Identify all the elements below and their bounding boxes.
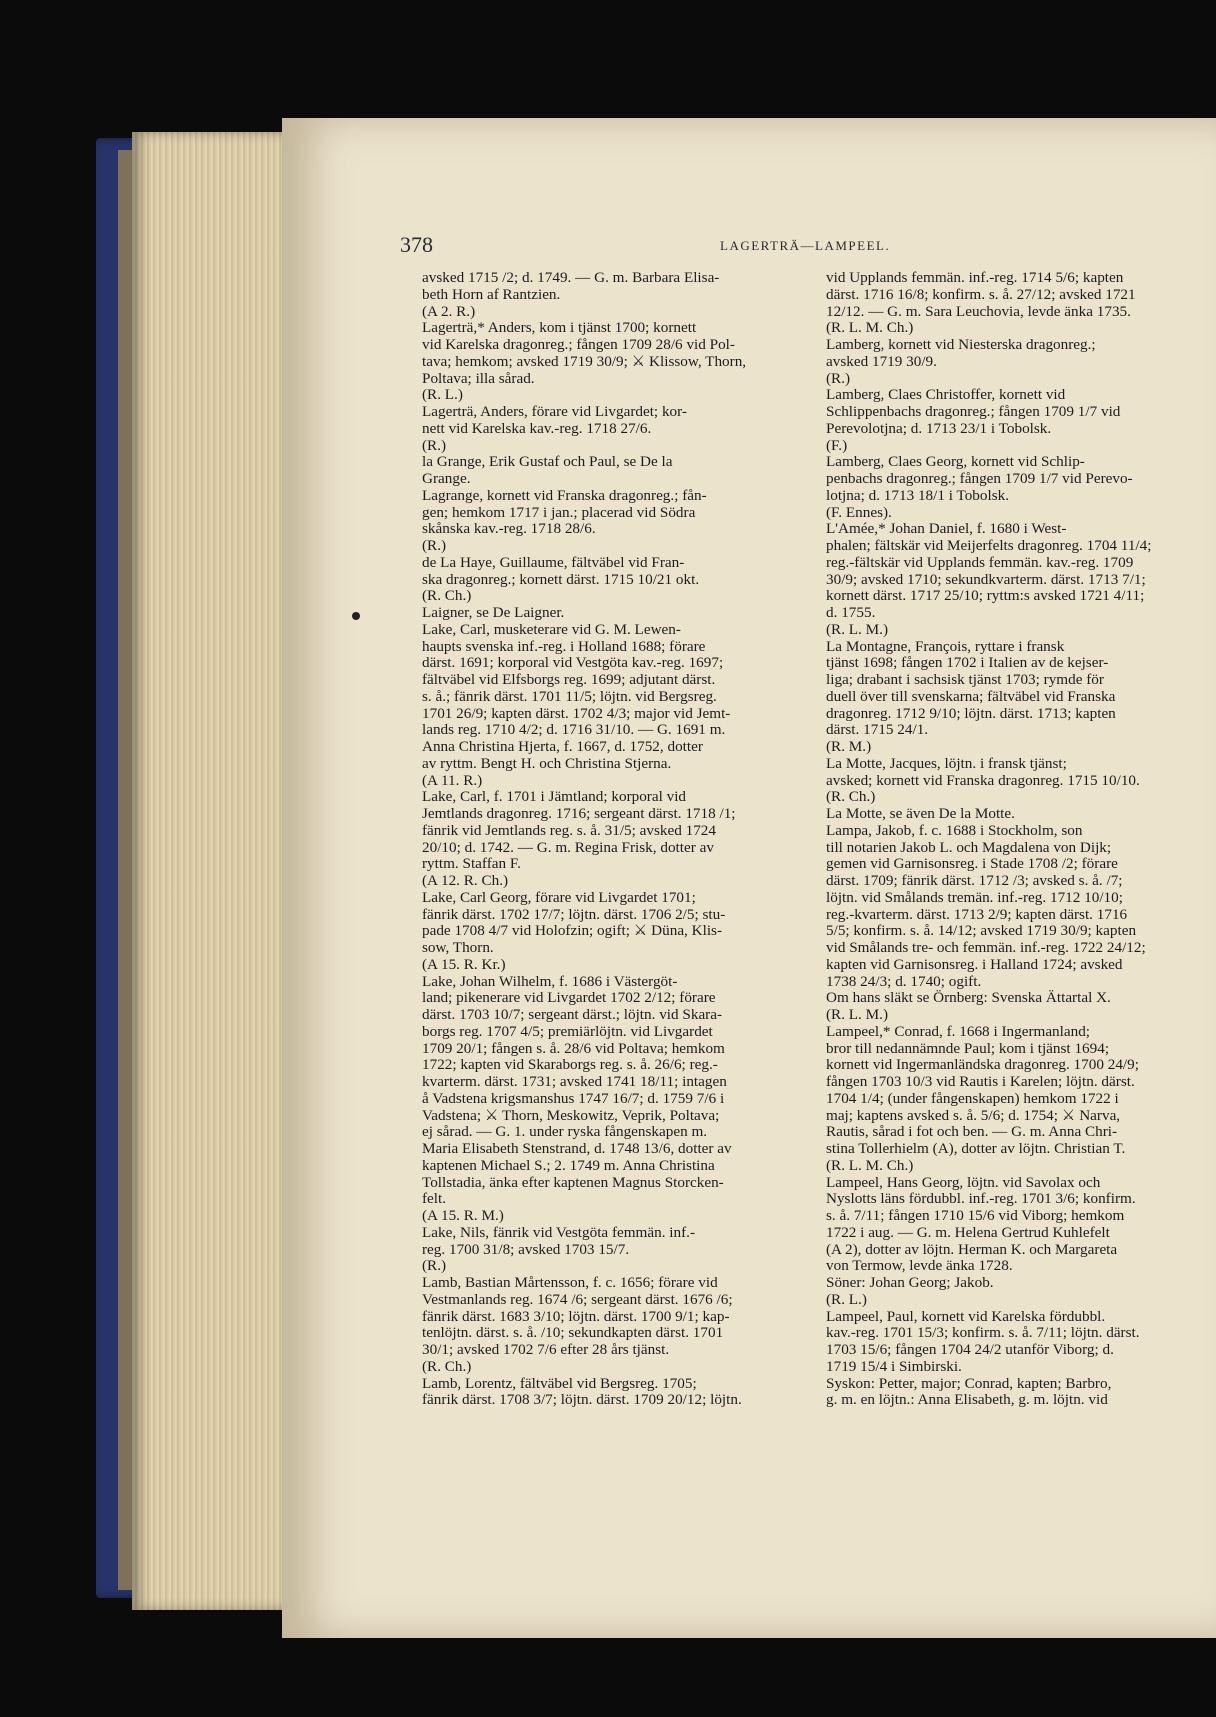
text-line: 1722 i aug. — G. m. Helena Gertrud Kuhlefelt [826,1224,1110,1241]
running-head: LAGERTRÄ—LAMPEEL. [720,238,891,253]
text-line: (R. L. M. Ch.) [826,320,914,337]
text-line: reg.-fältskär vid Upplands femmän. kav.-reg. 1709 [826,554,1134,571]
text-line: därst. 1716 16/8; konfirm. s. å. 27/12; avsked 1721 [826,286,1136,303]
text-line: Lampeel, Paul, kornett vid Karelska fördubbl. [826,1308,1106,1325]
text-line: ska dragonreg.; kornett därst. 1715 10/21 okt. [422,571,700,588]
text-line: (A 11. R.) [422,772,483,789]
text-line: Laigner, se De Laigner. [422,605,565,621]
text-line: 1701 26/9; kapten därst. 1702 4/3; major vid Jemt- [422,705,731,722]
margin-dot [352,612,360,620]
text-line: till notarien Jakob L. och Magdalena von Dijk; [826,839,1112,856]
text-line: lotjna; d. 1713 18/1 i Tobolsk. [826,487,1010,504]
text-line: Lake, Johan Wilhelm, f. 1686 i Västergöt- [422,973,678,990]
text-line: (R.) [422,437,447,454]
text-line: 12/12. — G. m. Sara Leuchovia, levde änka 1735. [826,303,1131,320]
text-line: Vestmanlands reg. 1674 /6; sergeant därst. 1676 /6; [422,1291,733,1308]
text-line: kaptenen Michael S.; 2. 1749 m. Anna Christina [422,1157,715,1174]
text-line: Syskon: Petter, major; Conrad, kapten; Barbro, [826,1375,1112,1392]
text-line: (A 15. R. Kr.) [422,956,506,973]
text-line: kapten vid Garnisonsreg. i Halland 1724; avsked [826,956,1123,973]
text-line: (R. Ch.) [422,1358,472,1375]
text-line: därst. 1715 24/1. [826,722,929,739]
text-line: 1722; kapten vid Skaraborgs reg. s. å. 26/6; reg.- [422,1057,718,1074]
text-line: s. å.; fänrik därst. 1701 11/5; löjtn. vid Bergsreg. [422,688,717,705]
text-line: tenlöjtn. därst. s. å. /10; sekundkapten därst. 1701 [422,1325,724,1342]
text-line: avsked 1715 /2; d. 1749. — G. m. Barbara Elisa- [422,270,720,286]
text-line: penbachs dragonreg.; fången 1709 1/7 vid Perevo- [826,471,1133,487]
text-line: kvarterm. därst. 1731; avsked 1741 18/11; intagen [422,1074,727,1090]
text-line: Lake, Carl Georg, förare vid Livgardet 1701; [422,889,696,906]
page-header [400,232,1216,258]
cover-edge [118,150,132,1590]
text-line: därst. 1703 10/7; sergeant därst.; löjtn. vid Skara- [422,1007,723,1023]
text-line: Lake, Carl, f. 1701 i Jämtland; korporal vid [422,789,687,806]
text-line: 20/10; d. 1742. — G. m. Regina Frisk, dotter av [422,839,714,856]
text-line: stina Tollerhielm (A), dotter av löjtn. Christian T. [826,1141,1126,1157]
text-line: Lagerträ,* Anders, kom i tjänst 1700; kornett [422,320,697,337]
text-line: avsked; kornett vid Franska dragonreg. 1715 10/10. [826,772,1140,789]
text-line: (R. L. M.) [826,621,889,638]
text-line: bror till nedannämnde Paul; kom i tjänst 1694; [826,1040,1110,1057]
text-line: Jemtlands dragonreg. 1716; sergeant därst. 1718 /1; [422,806,736,822]
text-line: (R.) [422,1258,447,1275]
text-line: nett vid Karelska kav.-reg. 1718 27/6. [422,420,652,437]
text-line: dragonreg. 1712 9/10; löjtn. därst. 1713; kapten [826,705,1116,722]
text-line: gen; hemkom 1717 i jan.; placerad vid Södra [422,504,696,521]
text-line: s. å. 7/11; fången 1710 15/6 vid Viborg; hemkom [826,1208,1125,1224]
text-line: vid Smålands tre- och femmän. inf.-reg. 1722 24/12; [826,940,1146,956]
text-line: Söner: Johan Georg; Jakob. [826,1275,994,1291]
left-column [422,270,798,1409]
text-line: La Motte, Jacques, löjtn. i fransk tjänst; [826,755,1067,772]
text-line: löjtn. vid Smålands tremän. inf.-reg. 1712 10/10; [826,889,1123,906]
text-line: 30/9; avsked 1710; sekundkvarterm. därst. 1713 7/1; [826,571,1146,588]
text-line: (A 12. R. Ch.) [422,873,509,889]
text-line: Perevolotjna; d. 1713 23/1 i Tobolsk. [826,420,1052,437]
text-line: därst. 1709; fänrik därst. 1712 /3; avsked s. å. /7; [826,873,1123,889]
text-line: (A 2. R.) [422,303,476,320]
text-line: 1719 15/4 i Simbirski. [826,1358,962,1375]
text-line: Nyslotts läns fördubbl. inf.-reg. 1701 3/6; konfirm. [826,1191,1136,1208]
text-line: g. m. en löjtn.: Anna Elisabeth, g. m. löjtn. vid [826,1392,1108,1409]
text-line: avsked 1719 30/9. [826,353,937,370]
text-line: (R. L.) [826,1291,867,1308]
text-line: Schlippenbachs dragonreg.; fången 1709 1/7 vid [826,404,1121,420]
text-line: därst. 1691; korporal vid Vestgöta kav.-reg. 1697; [422,655,724,672]
text-line: von Termow, levde änka 1728. [826,1258,1013,1275]
text-line: Tollstadia, änka efter kaptenen Magnus Storcken- [422,1174,724,1191]
text-line: gemen vid Garnisonsreg. i Stade 1708 /2; förare [826,856,1118,873]
text-line: Om hans släkt se Örnberg: Svenska Ättartal X. [826,990,1111,1007]
text-line: ej sårad. — G. 1. under ryska fångenskapen m. [422,1124,708,1141]
text-line: (F.) [826,437,848,454]
text-line: vid Upplands femmän. inf.-reg. 1714 5/6; kapten [826,270,1124,286]
text-line: Lamberg, kornett vid Niesterska dragonreg.; [826,337,1096,353]
text-line: Lampeel, Hans Georg, löjtn. vid Savolax och [826,1174,1101,1191]
text-line: lands reg. 1710 4/2; d. 1716 31/10. — G. 1691 m. [422,722,726,739]
text-line: pade 1708 4/7 vid Holofzin; ogift; ⚔ Düna, Klis- [422,923,723,940]
page-stack-edge [132,132,282,1610]
text-line: vid Karelska dragonreg.; fången 1709 28/6 vid Pol- [422,337,735,353]
text-line: beth Horn af Rantzien. [422,286,561,303]
text-line: tava; hemkom; avsked 1719 30/9; ⚔ Klissow, Thorn, [422,353,747,370]
text-line: (R. Ch.) [826,789,876,806]
text-line: (R. L. M.) [826,1007,889,1023]
text-line: Lake, Nils, fänrik vid Vestgöta femmän. inf.- [422,1224,696,1241]
right-column [826,270,1194,1409]
text-line: fältväbel vid Elfsborgs reg. 1699; adjutant därst. [422,672,716,688]
text-line: felt. [422,1191,447,1208]
text-line: Vadstena; ⚔ Thorn, Meskowitz, Veprik, Poltava; [422,1107,720,1124]
text-line: Lampeel,* Conrad, f. 1668 i Ingermanland; [826,1023,1091,1040]
text-line: La Montagne, François, ryttare i fransk [826,638,1065,655]
text-line: Lake, Carl, musketerare vid G. M. Lewen- [422,621,681,638]
text-line: kornett vid Ingermanländska dragonreg. 1700 24/9; [826,1057,1139,1074]
text-line: 1738 24/3; d. 1740; ogift. [826,973,982,990]
text-line: sow, Thorn. [422,940,494,956]
text-line: reg. 1700 31/8; avsked 1703 15/7. [422,1241,630,1258]
text-line: Lamberg, Claes Georg, kornett vid Schlip- [826,454,1085,471]
text-line: fänrik därst. 1702 17/7; löjtn. därst. 1706 2/5; stu- [422,906,726,923]
text-line: liga; drabant i sachsisk tjänst 1703; rymde för [826,672,1104,688]
text-line: haupts svenska inf.-reg. i Holland 1688; förare [422,638,706,655]
text-line: de La Haye, Guillaume, fältväbel vid Fran- [422,554,685,571]
text-line: (R. M.) [826,739,872,755]
text-line: Poltava; illa sårad. [422,370,535,387]
text-line: 5/5; konfirm. s. å. 14/12; avsked 1719 30/9; kapten [826,923,1137,940]
text-line: la Grange, Erik Gustaf och Paul, se De la [422,454,673,471]
text-line: fänrik därst. 1708 3/7; löjtn. därst. 1709 20/12; löjtn. [422,1392,742,1409]
text-line: å Vadstena krigsmanshus 1747 16/7; d. 1759 7/6 i [422,1090,725,1107]
text-line: (R. L. M. Ch.) [826,1157,914,1174]
text-line: kav.-reg. 1701 15/3; konfirm. s. å. 7/11; löjtn. därst. [826,1325,1140,1342]
text-line: d. 1755. [826,605,876,621]
text-line: (R. L.) [422,387,463,404]
text-line: (F. Ennes). [826,504,892,521]
text-line: Rautis, sårad i fot och ben. — G. m. Anna Chri- [826,1124,1118,1141]
text-line: La Motte, se även De la Motte. [826,806,1015,822]
text-line: (A 2), dotter av löjtn. Herman K. och Margareta [826,1241,1118,1258]
text-line: av ryttm. Bengt H. och Christina Stjerna. [422,755,672,772]
text-line: (R.) [422,538,447,554]
text-line: Anna Christina Hjerta, f. 1667, d. 1752, dotter [422,739,703,755]
text-line: duell över till svenskarna; fältväbel vid Franska [826,688,1116,705]
text-line: (A 15. R. M.) [422,1208,504,1224]
text-line: Lagrange, kornett vid Franska dragonreg.; fån- [422,487,707,504]
text-line: (R. Ch.) [422,588,472,605]
text-line: reg.-kvarterm. därst. 1713 2/9; kapten därst. 1716 [826,906,1128,923]
text-line: 1703 15/6; fången 1704 24/2 utanför Viborg; d. [826,1342,1114,1358]
text-line: phalen; fältskär vid Meijerfelts dragonreg. 1704 11/4; [826,538,1152,554]
text-line: Lamberg, Claes Christoffer, kornett vid [826,387,1066,404]
text-line: skånska kav.-reg. 1718 28/6. [422,521,596,538]
text-line: ryttm. Staffan F. [422,856,521,873]
text-line: Lamb, Bastian Mårtensson, f. c. 1656; förare vid [422,1275,718,1291]
text-line: 1709 20/1; fången s. å. 28/6 vid Poltava; hemkom [422,1040,725,1057]
text-line: tjänst 1698; fången 1702 i Italien av de kejser- [826,655,1109,672]
text-line: L'Amée,* Johan Daniel, f. 1680 i West- [826,521,1067,538]
text-line: fänrik vid Jemtlands reg. s. å. 31/5; avsked 1724 [422,822,716,839]
text-line: Lampa, Jakob, f. c. 1688 i Stockholm, son [826,822,1083,839]
text-line: Lagerträ, Anders, förare vid Livgardet; kor- [422,404,687,420]
text-line: Grange. [422,471,471,487]
page-number: 378 [400,232,433,257]
text-line: (R.) [826,370,851,387]
text-line: kornett därst. 1717 25/10; ryttm:s avsked 1721 4/11; [826,588,1145,605]
text-line: maj; kaptens avsked s. å. 5/6; d. 1754; ⚔ Narva, [826,1107,1121,1124]
text-line: fången 1703 10/3 vid Rautis i Karelen; löjtn. därst. [826,1074,1135,1090]
text-line: Lamb, Lorentz, fältväbel vid Bergsreg. 1705; [422,1375,697,1392]
text-line: 30/1; avsked 1702 7/6 efter 28 års tjänst. [422,1342,670,1358]
text-line: 1704 1/4; (under fångenskapen) hemkom 1722 i [826,1090,1119,1107]
text-line: land; pikenerare vid Livgardet 1702 2/12; förare [422,990,716,1007]
text-line: fänrik därst. 1683 3/10; löjtn. därst. 1700 9/1; kap- [422,1308,730,1325]
text-line: borgs reg. 1707 4/5; premiärlöjtn. vid Livgardet [422,1023,713,1040]
text-line: Maria Elisabeth Stenstrand, d. 1748 13/6, dotter av [422,1141,732,1157]
